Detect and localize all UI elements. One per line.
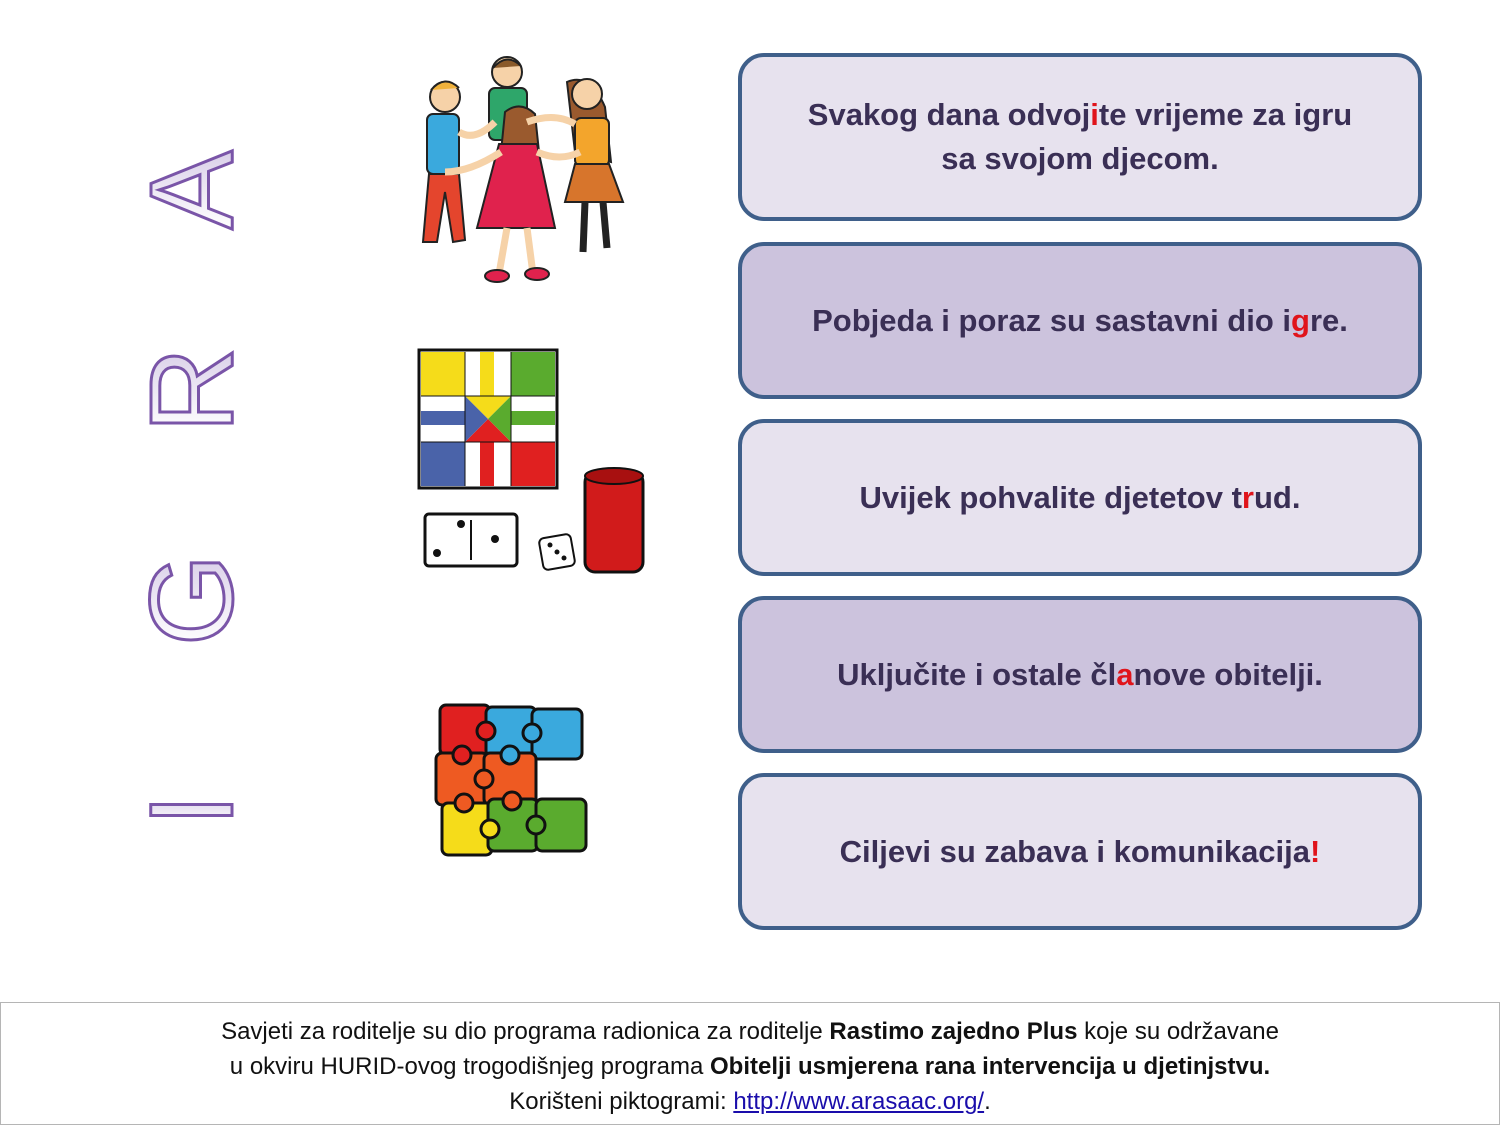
- tip-1-line1-end: te vrijeme za igru: [1098, 97, 1353, 132]
- tip-3-highlight: r: [1241, 479, 1254, 515]
- tip-4-start: Uključite i ostale čl: [837, 656, 1117, 692]
- title-letter-r: R: [128, 347, 253, 433]
- title-letter-g: G: [128, 554, 253, 646]
- tip-3-start: Uvijek pohvalite djetetov t: [859, 479, 1242, 515]
- footer-program-title: Obitelji usmjerena rana intervencija u djetinjstvu.: [710, 1053, 1271, 1080]
- tip-box-5: [738, 773, 1422, 930]
- vertical-title: [128, 130, 253, 850]
- footer-text-3c: .: [984, 1088, 991, 1115]
- tip-3-end: ud.: [1254, 479, 1301, 515]
- tip-1-line1-start: Svakog dana odvoj: [807, 97, 1091, 132]
- tip-4-highlight: a: [1116, 656, 1134, 692]
- footer-line-1: [1, 1014, 1499, 1049]
- footer-line-2: [1, 1049, 1499, 1084]
- footer: [0, 1002, 1500, 1125]
- tip-box-3: [738, 419, 1422, 576]
- tip-2-end: re.: [1309, 302, 1348, 338]
- footer-program-name: Rastimo zajedno Plus: [829, 1018, 1078, 1045]
- footer-text-3a: Korišteni piktogrami:: [509, 1088, 734, 1115]
- tip-box-4: [738, 596, 1422, 753]
- footer-text-1a: Savjeti za roditelje su dio programa radionica za roditelje: [221, 1018, 830, 1045]
- tip-2-highlight: g: [1291, 302, 1310, 338]
- tip-5-highlight: !: [1310, 833, 1321, 869]
- board-games-pictogram: [417, 348, 647, 578]
- arasaac-link[interactable]: http://www.arasaac.org/: [733, 1088, 985, 1115]
- puzzle-pictogram: [428, 695, 593, 870]
- tip-5-start: Ciljevi su zabava i komunikacija: [839, 833, 1311, 869]
- tip-1-highlight: i: [1090, 97, 1099, 132]
- tip-box-1: [738, 53, 1422, 221]
- footer-text-1c: koje su održavane: [1077, 1018, 1279, 1045]
- tip-1-line2: sa svojom djecom.: [941, 141, 1219, 176]
- title-letter-i: I: [128, 793, 253, 827]
- tip-4-end: nove obitelji.: [1133, 656, 1323, 692]
- tip-2-start: Pobjeda i poraz su sastavni dio i: [812, 302, 1292, 338]
- tip-box-2: [738, 242, 1422, 399]
- footer-line-3: [1, 1084, 1499, 1119]
- footer-text-2a: u okviru HURID-ovog trogodišnjeg programa: [229, 1053, 711, 1080]
- title-letter-a: A: [128, 150, 253, 230]
- children-playing-pictogram: [415, 52, 645, 284]
